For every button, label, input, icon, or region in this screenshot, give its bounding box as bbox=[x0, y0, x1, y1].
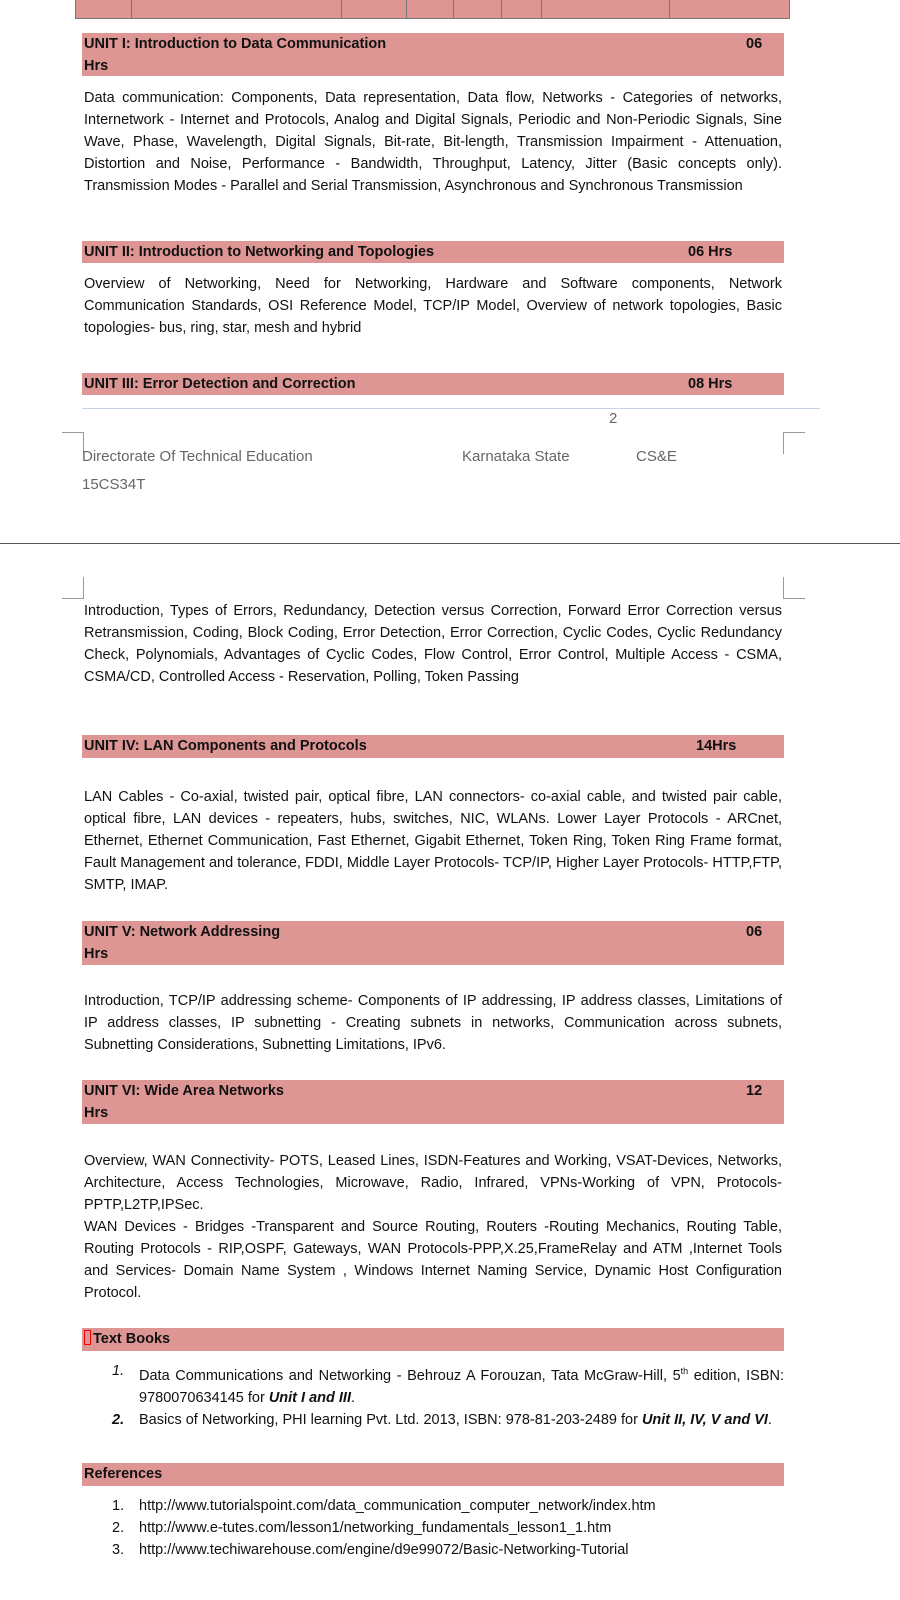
unit-3-header bbox=[82, 373, 784, 395]
corner-mark bbox=[783, 432, 805, 454]
unit-title: UNIT V: Network Addressing bbox=[84, 924, 281, 940]
unit-6-paragraph: WAN Devices - Bridges -Transparent and Source Routing, Routers -Routing Mechanics, Routing Table, Routing Protocols - RIP,OSPF, Gateways, WAN Protocols-PPP,X.25,FrameRelay and ATM ,Internet Tools and Services- Domain Name System , Windows Internet Naming Service, Dynamic Host Configuration Protocol. bbox=[84, 1219, 782, 1301]
textbooks-header bbox=[82, 1328, 784, 1351]
punct: . bbox=[767, 1411, 772, 1428]
unit-4-header bbox=[82, 735, 784, 758]
textbook-units: Unit II, IV, V and VI bbox=[641, 1411, 768, 1428]
unit-title: UNIT I: Introduction to Data Communication bbox=[84, 36, 387, 52]
list-number: 1. bbox=[112, 1363, 125, 1379]
list-item bbox=[82, 1409, 784, 1431]
unit-1-header bbox=[82, 33, 784, 76]
list-item bbox=[82, 1360, 784, 1409]
unit-2-header bbox=[82, 241, 784, 263]
unit-title: UNIT IV: LAN Components and Protocols bbox=[84, 738, 367, 754]
reference-link[interactable]: http://www.tutorialspoint.com/data_communication_computer_network/index.htm bbox=[139, 1498, 656, 1514]
section-title: Text Books bbox=[93, 1331, 171, 1347]
unit-title: UNIT II: Introduction to Networking and Topologies bbox=[84, 244, 435, 260]
reference-link[interactable]: http://www.e-tutes.com/lesson1/networking_fundamentals_lesson1_1.htm bbox=[139, 1520, 612, 1536]
unit-hours: 06 bbox=[746, 36, 763, 52]
unit-1-content: Data communication: Components, Data representation, Data flow, Networks - Categories of networks, Internetwork - Internet and Protocols, Analog and Digital Signals, Periodic and Non-Periodic Signals, Sine Wave, Phase, Wavelength, Digital Signals, Bit-rate, Bit-length, Transmission Impairment - Attenuation, Distortion and Noise, Performance - Bandwidth, Throughput, Latency, Jitter (Basic concepts only). Transmission Modes - Parallel and Serial Transmission, Asynchronous and Synchronous Transmission bbox=[84, 90, 782, 194]
unit-hours: 06 Hrs bbox=[688, 244, 733, 260]
textbook-units: Unit I and III bbox=[268, 1389, 351, 1406]
footer-divider bbox=[82, 408, 820, 409]
page-number: 2 bbox=[609, 410, 618, 427]
page-break bbox=[0, 543, 900, 544]
unit-hours: 14Hrs bbox=[696, 738, 737, 754]
unit-5-content: Introduction, TCP/IP addressing scheme- Components of IP addressing, IP address classes, Limitations of IP address classes, IP subnetting - Creating subnets in networks, Communication across subnets, Subnetting Considerations, Subnetting Limitations, IPv6. bbox=[84, 993, 782, 1053]
footer-code: 15CS34T bbox=[82, 476, 146, 493]
unit-2-content: Overview of Networking, Need for Networking, Hardware and Software components, Network Communication Standards, OSI Reference Model, TCP/IP Model, Overview of network topologies, Basic topologies- bus, ring, star, mesh and hybrid bbox=[84, 276, 782, 336]
corner-mark bbox=[62, 432, 84, 454]
corner-mark bbox=[783, 577, 805, 599]
list-number: 3. bbox=[112, 1542, 125, 1558]
section-title: References bbox=[84, 1466, 163, 1482]
unit-hours-suffix: Hrs bbox=[84, 946, 109, 962]
unit-title: UNIT III: Error Detection and Correction bbox=[84, 376, 356, 392]
table-row-bottom bbox=[75, 0, 790, 19]
unit-6-content bbox=[84, 1150, 782, 1304]
textbook-text: Data Communications and Networking - Behrouz A Forouzan, Tata McGraw-Hill, 5 bbox=[139, 1367, 681, 1384]
unit-hours-suffix: Hrs bbox=[84, 58, 109, 74]
textbooks-list bbox=[82, 1360, 784, 1431]
list-item bbox=[82, 1495, 784, 1517]
unit-6-header bbox=[82, 1080, 784, 1124]
punct: . bbox=[351, 1389, 356, 1406]
unit-title: UNIT VI: Wide Area Networks bbox=[84, 1083, 284, 1099]
unit-6-paragraph: Overview, WAN Connectivity- POTS, Leased Lines, ISDN-Features and Working, VSAT-Devices, Networks, Architecture, Access Technologies, Microwave, Radio, Infrared, VPNs-Working of VPN, Protocols-PPTP,L2TP,IPSec. bbox=[84, 1153, 782, 1213]
unit-3-content: Introduction, Types of Errors, Redundancy, Detection versus Correction, Forward Error Correction versus Retransmission, Coding, Block Coding, Error Detection, Error Correction, Cyclic Codes, Cyclic Redundancy Check, Polynomials, Advantages of Cyclic Codes, Flow Control, Error Control, Multiple Access - CSMA, CSMA/CD, Controlled Access - Reservation, Polling, Token Passing bbox=[84, 603, 782, 685]
footer-state: Karnataka State bbox=[462, 448, 570, 465]
unit-hours-suffix: Hrs bbox=[84, 1105, 109, 1121]
footer-org: Directorate Of Technical Education bbox=[82, 448, 313, 465]
missing-glyph-icon bbox=[84, 1330, 91, 1345]
corner-mark bbox=[62, 577, 84, 599]
unit-hours: 08 Hrs bbox=[688, 376, 733, 392]
list-item bbox=[82, 1539, 784, 1561]
unit-4-content: LAN Cables - Co-axial, twisted pair, optical fibre, LAN connectors- co-axial cable, and twisted pair cable, optical fibre, LAN devices - repeaters, hubs, switches, NIC, WLANs. Lower Layer Protocols - ARCnet, Ethernet, Ethernet Communication, Fast Ethernet, Gigabit Ethernet, Token Ring, Token Ring Frame format, Fault Management and tolerance, FDDI, Middle Layer Protocols- TCP/IP, Higher Layer Protocols- HTTP,FTP, SMTP, IMAP. bbox=[84, 789, 782, 893]
unit-hours: 06 bbox=[746, 924, 763, 940]
references-list bbox=[82, 1495, 784, 1561]
list-number: 2. bbox=[112, 1520, 125, 1536]
textbook-text: Basics of Networking, PHI learning Pvt. Ltd. 2013, ISBN: 978-81-203-2489 for bbox=[139, 1411, 642, 1428]
unit-hours: 12 bbox=[746, 1083, 763, 1099]
textbook-text: edition, ISBN: 9780070634145 for bbox=[139, 1367, 784, 1406]
list-number: 1. bbox=[112, 1498, 125, 1514]
footer-dept: CS&E bbox=[636, 448, 677, 465]
reference-link[interactable]: http://www.techiwarehouse.com/engine/d9e99072/Basic-Networking-Tutorial bbox=[139, 1542, 629, 1558]
unit-5-header bbox=[82, 921, 784, 965]
list-item bbox=[82, 1517, 784, 1539]
references-header bbox=[82, 1463, 784, 1486]
list-number: 2. bbox=[112, 1411, 125, 1428]
superscript: th bbox=[680, 1366, 689, 1376]
